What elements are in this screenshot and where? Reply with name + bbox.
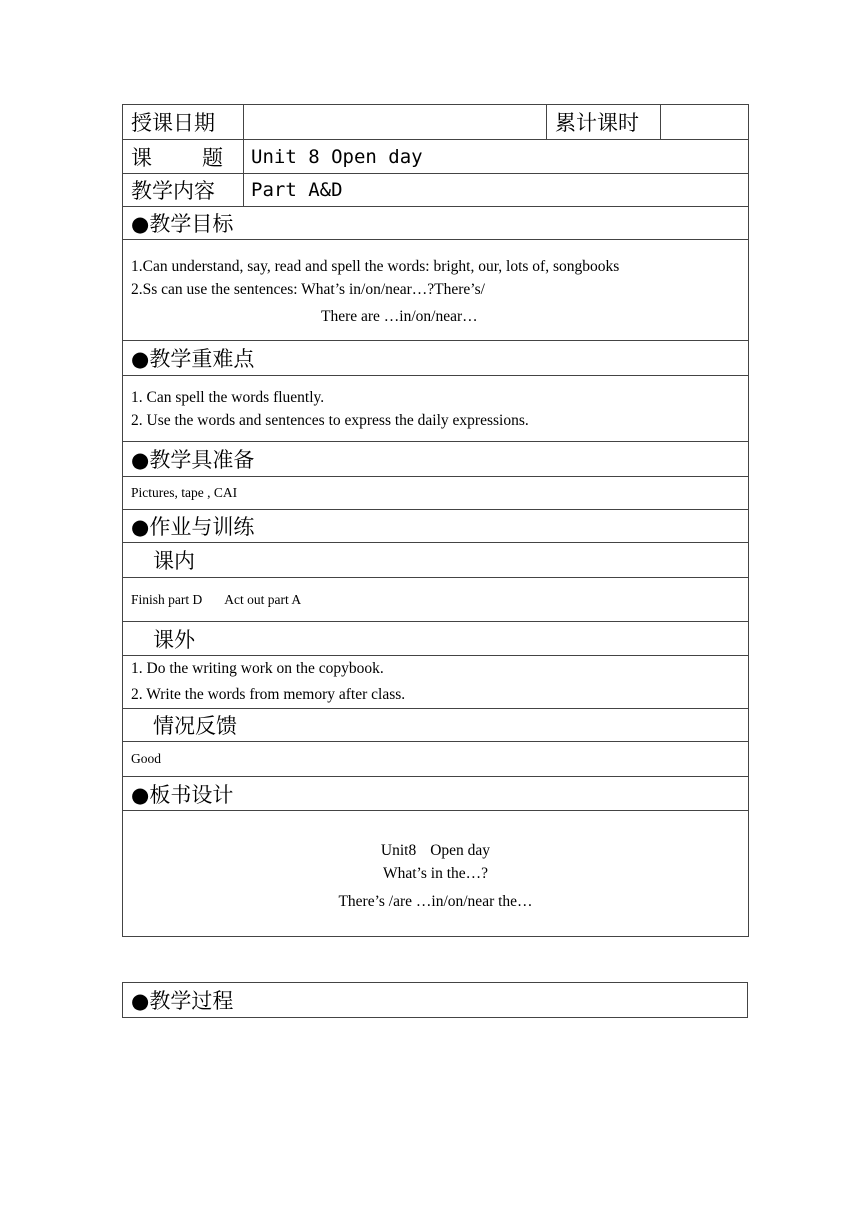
topic-label-char-1: 课	[131, 145, 152, 170]
content-row	[123, 174, 749, 207]
homework-heading: ●作业与训练	[123, 510, 749, 543]
board-title: Open day	[430, 842, 491, 859]
board-heading: ●板书设计	[123, 777, 749, 811]
after-class-label: 课外	[123, 622, 749, 656]
content-label: 教学内容	[123, 174, 244, 207]
objectives-heading-row	[123, 207, 749, 240]
objective-line-3: There are …in/on/near…	[321, 307, 478, 325]
after-class-task-2: 2. Write the words from memory after class.	[131, 686, 406, 703]
feedback-label-row	[123, 709, 749, 742]
date-row	[123, 105, 749, 140]
date-label: 授课日期	[123, 105, 244, 140]
keypoint-line-1: 1. Can spell the words fluently.	[131, 388, 325, 406]
objectives-heading: ●教学目标	[123, 207, 749, 240]
after-class-label-row	[123, 622, 749, 656]
objectives-body-row	[123, 240, 749, 341]
in-class-label: 课内	[123, 543, 749, 578]
topic-label	[123, 140, 244, 174]
objective-line-1: 1.Can understand, say, read and spell the words: bright, our, lots of, songbooks	[131, 257, 620, 275]
feedback-label: 情况反馈	[123, 709, 749, 742]
objectives-body	[123, 240, 749, 341]
keypoints-body-row	[123, 376, 749, 442]
hours-value	[661, 105, 749, 140]
process-table	[122, 982, 748, 1018]
after-class-body	[123, 656, 749, 709]
objective-line-2: 2.Ss can use the sentences: What’s in/on/near…?There’s/	[131, 280, 485, 298]
keypoints-body	[123, 376, 749, 442]
in-class-label-row	[123, 543, 749, 578]
keypoints-heading-row	[123, 341, 749, 376]
topic-value: Unit 8 Open day	[244, 140, 749, 174]
after-class-body-row	[123, 656, 749, 709]
board-line-2: What’s in the…?	[382, 865, 489, 882]
in-class-body	[123, 578, 749, 622]
feedback-body-row	[123, 742, 749, 777]
after-class-task-1: 1. Do the writing work on the copybook.	[131, 660, 384, 677]
process-heading-row	[123, 983, 748, 1018]
lesson-plan-table	[122, 104, 749, 937]
content-value: Part A&D	[244, 174, 749, 207]
materials-body-row	[123, 477, 749, 510]
keypoint-line-2: 2. Use the words and sentences to express the daily expressions.	[131, 411, 529, 429]
in-class-task-1: Finish part D	[131, 591, 203, 607]
homework-heading-row	[123, 510, 749, 543]
hours-label: 累计课时	[547, 105, 661, 140]
board-unit: Unit8	[380, 842, 417, 859]
topic-row	[123, 140, 749, 174]
process-heading: ●教学过程	[123, 983, 748, 1018]
in-class-task-2: Act out part A	[224, 591, 302, 607]
board-body	[123, 811, 749, 937]
board-body-row	[123, 811, 749, 937]
in-class-body-row	[123, 578, 749, 622]
board-line-3: There’s /are …in/on/near the…	[338, 893, 533, 910]
materials-text: Pictures, tape , CAI	[123, 477, 749, 510]
materials-heading-row	[123, 442, 749, 477]
topic-label-char-2: 题	[202, 145, 223, 170]
date-value	[244, 105, 547, 140]
keypoints-heading: ●教学重难点	[123, 341, 749, 376]
board-line-1	[123, 839, 748, 862]
materials-heading: ●教学具准备	[123, 442, 749, 477]
board-heading-row	[123, 777, 749, 811]
feedback-text: Good	[123, 742, 749, 777]
